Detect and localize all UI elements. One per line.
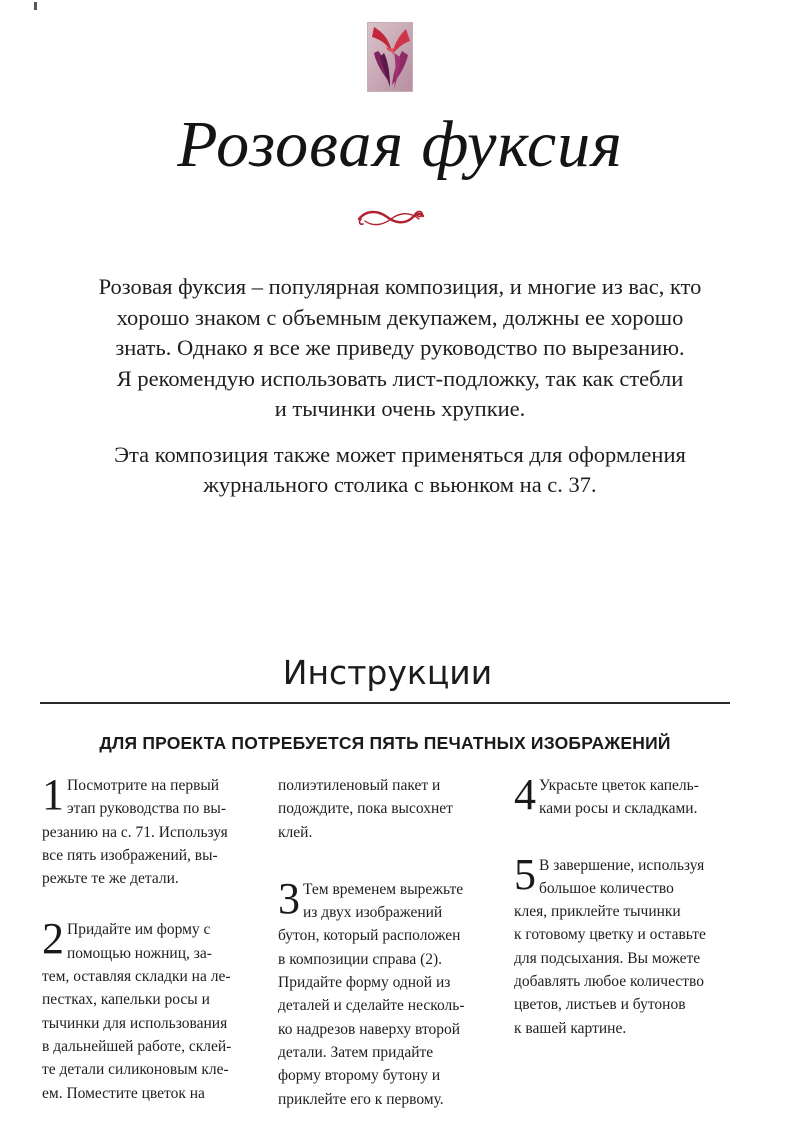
step-line: форму второму бутону и	[278, 1067, 441, 1085]
step-number: 2	[42, 914, 64, 964]
instructions-heading: Инструкции	[282, 653, 493, 692]
step-line: все пять изображений, вы-	[42, 846, 218, 864]
step-2-continued	[278, 774, 500, 844]
materials-subheading: ДЛЯ ПРОЕКТА ПОТРЕБУЕТСЯ ПЯТЬ ПЕЧАТНЫХ ИЗОБРАЖЕНИЙ	[99, 733, 671, 753]
page-title: Розовая фуксия	[177, 108, 623, 181]
step-line: из двух изображений	[303, 904, 443, 922]
intro-line: знать. Однако я все же приведу руководство по вырезанию.	[115, 335, 685, 360]
step-line: цветов, листьев и бутонов	[514, 996, 686, 1014]
intro-line: журнального столика с вьюнком на с. 37.	[203, 472, 597, 497]
step-line: Украсьте цветок капель-	[539, 777, 699, 794]
step-line: ко надрезов наверху второй	[278, 1020, 461, 1038]
step-line: добавлять любое количество	[514, 973, 704, 991]
intro-line: Эта композиция также может применяться для оформления	[114, 441, 686, 467]
step-line: в дальнейшей работе, склей-	[42, 1037, 232, 1055]
print-mark	[34, 2, 37, 10]
step-line: в композиции справа (2).	[278, 950, 443, 968]
step-number: 3	[278, 873, 300, 923]
intro-text	[40, 272, 760, 501]
step-line: Посмотрите на первый	[67, 777, 220, 794]
step-line: подождите, пока высохнет	[278, 800, 453, 818]
step-line: бутон, который расположен	[278, 927, 461, 945]
step-line: ками росы и складками.	[539, 800, 698, 818]
step-number: 4	[514, 770, 536, 819]
step-line: большое количество	[539, 879, 674, 897]
step-line: Тем временем вырежьте	[303, 880, 464, 898]
step-number: 1	[42, 770, 64, 819]
step-line: деталей и сделайте несколь-	[278, 997, 465, 1015]
intro-line: хорошо знаком с объемным декупажем, должны ее хорошо	[116, 304, 684, 330]
step-line: пестках, капельки росы и	[42, 991, 210, 1009]
step-line: помощью ножниц, за-	[67, 944, 212, 962]
step-line: для подсыхания. Вы можете	[514, 949, 701, 967]
step-line: детали. Затем придайте	[278, 1043, 434, 1061]
step-line: Придайте форму одной из	[278, 974, 451, 992]
divider	[40, 702, 730, 704]
step-line: полиэтиленовый пакет и	[278, 777, 441, 794]
intro-line: и тычинки очень хрупкие.	[274, 396, 526, 421]
step-line: приклейте его к первому.	[278, 1090, 444, 1108]
step-line: ем. Поместите цветок на	[42, 1084, 205, 1102]
intro-paragraph-1	[40, 272, 760, 425]
step-3	[278, 873, 500, 1111]
step-2	[42, 914, 264, 1104]
instructions-column-2	[278, 774, 500, 1111]
step-line: к вашей картине.	[514, 1019, 627, 1037]
step-line: клей.	[278, 823, 313, 841]
step-line: те детали силиконовым кле-	[42, 1061, 229, 1079]
instructions-column-1	[42, 770, 264, 1105]
step-line: В завершение, используя	[539, 856, 705, 874]
intro-line: Я рекомендую использовать лист-подложку, так как стебли	[116, 365, 684, 391]
instructions-column-3	[514, 770, 736, 1040]
step-line: этап руководства по вы-	[67, 800, 226, 818]
step-1	[42, 770, 264, 890]
step-line: клея, приклейте тычинки	[514, 903, 681, 921]
flourish-icon	[355, 203, 427, 231]
step-line: резанию на с. 71. Используя	[42, 823, 228, 841]
intro-line: Розовая фуксия – популярная композиция, и многие из вас, кто	[98, 274, 702, 299]
intro-paragraph-2	[40, 440, 760, 501]
step-4	[514, 770, 736, 821]
step-line: Придайте им форму с	[67, 921, 211, 939]
step-number: 5	[514, 849, 536, 899]
step-line: тем, оставляя складки на ле-	[42, 968, 231, 986]
step-line: режьте те же детали.	[42, 870, 179, 888]
step-line: к готовому цветку и оставьте	[514, 926, 706, 944]
step-line: тычинки для использования	[42, 1014, 228, 1032]
step-5	[514, 849, 736, 1040]
fuchsia-photo-icon	[367, 22, 413, 92]
